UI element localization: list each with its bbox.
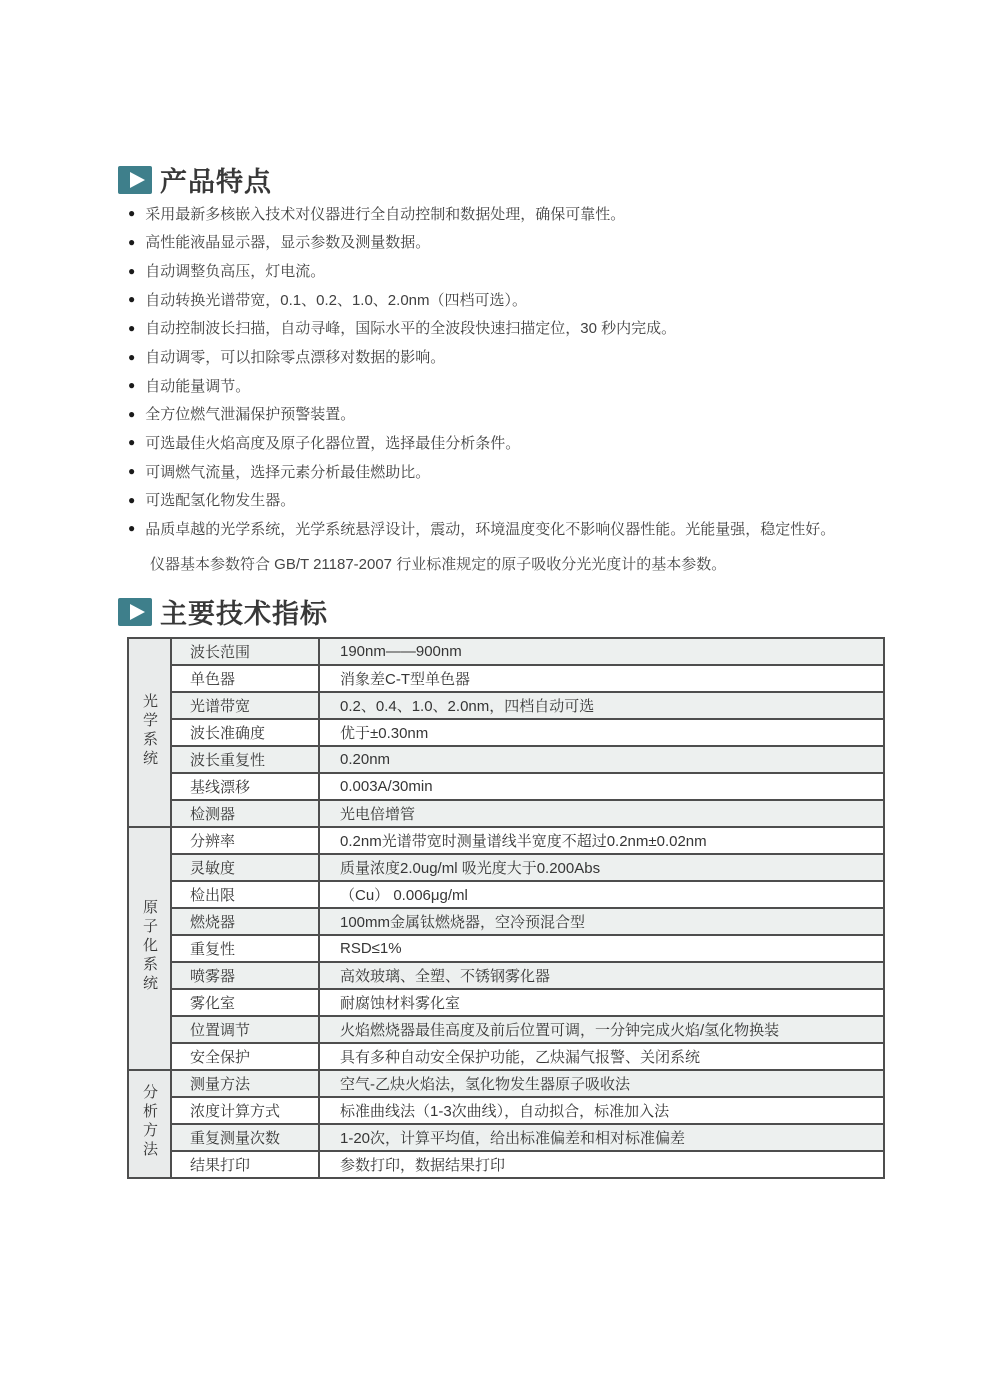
standards-note: 仪器基本参数符合 GB/T 21187-2007 行业标准规定的原子吸收分光光度计的基本参数。 bbox=[150, 556, 727, 573]
spec-value-cell: 火焰燃烧器最佳高度及前后位置可调，一分钟完成火焰/氢化物换装 bbox=[319, 1016, 884, 1043]
feature-text: 可选配氢化物发生器。 bbox=[145, 492, 296, 510]
table-row bbox=[128, 1070, 884, 1097]
table-row bbox=[128, 665, 884, 692]
table-row bbox=[128, 881, 884, 908]
table-row bbox=[128, 773, 884, 800]
spec-param-cell: 安全保护 bbox=[171, 1043, 319, 1070]
feature-text: 自动调整负高压，灯电流。 bbox=[145, 263, 326, 281]
bullet-icon: ● bbox=[128, 292, 136, 307]
spec-param-cell: 光谱带宽 bbox=[171, 692, 319, 719]
bullet-icon: ● bbox=[128, 320, 136, 335]
table-row bbox=[128, 1097, 884, 1124]
specs-section-header bbox=[118, 592, 328, 631]
table-row bbox=[128, 1151, 884, 1178]
spec-param-cell: 浓度计算方式 bbox=[171, 1097, 319, 1124]
feature-text: 采用最新多核嵌入技术对仪器进行全自动控制和数据处理，确保可靠性。 bbox=[145, 205, 626, 223]
spec-param-cell: 喷雾器 bbox=[171, 962, 319, 989]
spec-param-cell: 波长范围 bbox=[171, 638, 319, 665]
spec-param-cell: 重复性 bbox=[171, 935, 319, 962]
spec-value-cell: 0.20nm bbox=[319, 746, 884, 773]
spec-group-label: 分析方法 bbox=[141, 1084, 158, 1160]
table-row bbox=[128, 638, 884, 665]
bullet-icon: ● bbox=[128, 378, 136, 393]
spec-param-cell: 结果打印 bbox=[171, 1151, 319, 1178]
spec-group-label: 原子化系统 bbox=[141, 899, 158, 994]
table-row bbox=[128, 989, 884, 1016]
table-row bbox=[128, 719, 884, 746]
feature-text: 全方位燃气泄漏保护预警装置。 bbox=[145, 406, 356, 424]
table-row bbox=[128, 1016, 884, 1043]
feature-text: 自动能量调节。 bbox=[145, 377, 251, 395]
feature-item bbox=[128, 371, 835, 400]
spec-group-label: 光学系统 bbox=[141, 692, 158, 769]
bullet-icon: ● bbox=[128, 406, 136, 421]
bullet-icon: ● bbox=[128, 464, 136, 479]
feature-text: 可选最佳火焰高度及原子化器位置，选择最佳分析条件。 bbox=[145, 434, 521, 452]
table-row bbox=[128, 827, 884, 854]
bullet-icon: ● bbox=[128, 234, 136, 249]
spec-group-cell bbox=[128, 1070, 171, 1178]
spec-param-cell: 测量方法 bbox=[171, 1070, 319, 1097]
spec-param-cell: 灵敏度 bbox=[171, 854, 319, 881]
feature-item bbox=[128, 228, 835, 257]
features-section-header bbox=[118, 160, 272, 199]
spec-value-cell: 190nm——900nm bbox=[319, 638, 884, 665]
spec-value-cell: 消象差C-T型单色器 bbox=[319, 665, 884, 692]
feature-item bbox=[128, 457, 835, 486]
spec-param-cell: 波长重复性 bbox=[171, 746, 319, 773]
bullet-icon: ● bbox=[128, 263, 136, 278]
spec-param-cell: 检测器 bbox=[171, 800, 319, 827]
spec-group-cell bbox=[128, 827, 171, 1070]
spec-value-cell: 耐腐蚀材料雾化室 bbox=[319, 989, 884, 1016]
feature-item bbox=[128, 256, 835, 285]
features-title: 产品特点 bbox=[160, 167, 272, 197]
spec-value-cell: 高效玻璃、全塑、不锈钢雾化器 bbox=[319, 962, 884, 989]
spec-value-cell: 优于±0.30nm bbox=[319, 719, 884, 746]
table-row bbox=[128, 935, 884, 962]
feature-text: 自动转换光谱带宽，0.1、0.2、1.0、2.0nm（四档可选）。 bbox=[145, 291, 527, 309]
spec-param-cell: 位置调节 bbox=[171, 1016, 319, 1043]
feature-item bbox=[128, 199, 835, 228]
spec-value-cell: 光电倍增管 bbox=[319, 800, 884, 827]
feature-item bbox=[128, 342, 835, 371]
table-row bbox=[128, 800, 884, 827]
spec-value-cell: 具有多种自动安全保护功能，乙炔漏气报警、关闭系统 bbox=[319, 1043, 884, 1070]
spec-value-cell: 0.2、0.4、1.0、2.0nm，四档自动可选 bbox=[319, 692, 884, 719]
specs-title: 主要技术指标 bbox=[160, 599, 328, 629]
feature-list bbox=[128, 199, 835, 543]
spec-param-cell: 单色器 bbox=[171, 665, 319, 692]
spec-value-cell: 质量浓度2.0ug/ml 吸光度大于0.200Abs bbox=[319, 854, 884, 881]
spec-value-cell: 0.2nm光谱带宽时测量谱线半宽度不超过0.2nm±0.02nm bbox=[319, 827, 884, 854]
feature-text: 品质卓越的光学系统，光学系统悬浮设计，震动，环境温度变化不影响仪器性能。光能量强，稳定性好。 bbox=[145, 520, 836, 538]
spec-value-cell: 0.003A/30min bbox=[319, 773, 884, 800]
feature-item bbox=[128, 399, 835, 428]
spec-param-cell: 检出限 bbox=[171, 881, 319, 908]
spec-value-cell: 参数打印，数据结果打印 bbox=[319, 1151, 884, 1178]
spec-value-cell: 100mm金属钛燃烧器，空冷预混合型 bbox=[319, 908, 884, 935]
spec-group-cell bbox=[128, 638, 171, 827]
spec-param-cell: 基线漂移 bbox=[171, 773, 319, 800]
spec-table bbox=[127, 637, 885, 1179]
feature-item bbox=[128, 514, 835, 543]
feature-item bbox=[128, 428, 835, 457]
bullet-icon: ● bbox=[128, 435, 136, 450]
feature-text: 可调燃气流量，选择元素分析最佳燃助比。 bbox=[145, 463, 431, 481]
table-row bbox=[128, 854, 884, 881]
spec-param-cell: 雾化室 bbox=[171, 989, 319, 1016]
bullet-icon: ● bbox=[128, 206, 136, 221]
table-row bbox=[128, 1124, 884, 1151]
spec-value-cell: RSD≤1% bbox=[319, 935, 884, 962]
spec-value-cell: （Cu） 0.006μg/ml bbox=[319, 881, 884, 908]
spec-param-cell: 重复测量次数 bbox=[171, 1124, 319, 1151]
spec-param-cell: 燃烧器 bbox=[171, 908, 319, 935]
feature-text: 自动控制波长扫描，自动寻峰，国际水平的全波段快速扫描定位，30 秒内完成。 bbox=[145, 320, 677, 338]
table-row bbox=[128, 692, 884, 719]
feature-text: 高性能液晶显示器，显示参数及测量数据。 bbox=[145, 234, 431, 252]
feature-item bbox=[128, 314, 835, 343]
bullet-icon: ● bbox=[128, 349, 136, 364]
play-arrow-icon bbox=[118, 598, 152, 626]
spec-param-cell: 波长准确度 bbox=[171, 719, 319, 746]
spec-value-cell: 空气-乙炔火焰法，氢化物发生器原子吸收法 bbox=[319, 1070, 884, 1097]
spec-value-cell: 1-20次，计算平均值，给出标准偏差和相对标准偏差 bbox=[319, 1124, 884, 1151]
spec-param-cell: 分辨率 bbox=[171, 827, 319, 854]
spec-value-cell: 标准曲线法（1-3次曲线），自动拟合，标准加入法 bbox=[319, 1097, 884, 1124]
feature-text: 自动调零，可以扣除零点漂移对数据的影响。 bbox=[145, 349, 446, 367]
feature-item bbox=[128, 485, 835, 514]
table-row bbox=[128, 746, 884, 773]
table-row bbox=[128, 1043, 884, 1070]
bullet-icon: ● bbox=[128, 521, 136, 536]
feature-item bbox=[128, 285, 835, 314]
play-arrow-icon bbox=[118, 166, 152, 194]
bullet-icon: ● bbox=[128, 492, 136, 507]
table-row bbox=[128, 962, 884, 989]
table-row bbox=[128, 908, 884, 935]
